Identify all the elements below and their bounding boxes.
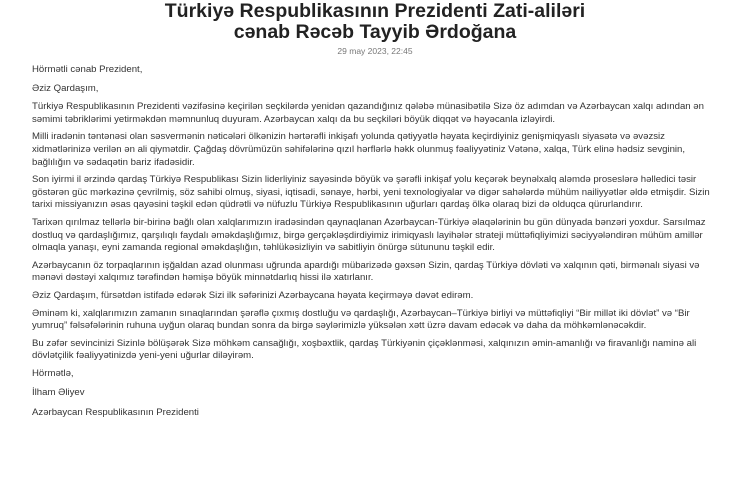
signature-block <box>32 368 710 420</box>
paragraph-6: Əziz Qardaşım, fürsətdən istifadə edərək Sizi ilk səfərinizi Azərbaycana həyata keçirməyə dəvət edirəm. <box>32 289 474 301</box>
signature-name: İlham Əliyev <box>32 387 85 399</box>
letter-body <box>0 64 750 427</box>
publication-date: 29 may 2023, 22:45 <box>337 46 413 56</box>
title-line-2: cənab Rəcəb Tayyib Ərdoğana <box>233 21 517 43</box>
title-line-1: Türkiyə Respublikasının Prezidenti Zati-aliləri <box>164 0 586 22</box>
page-title <box>0 0 750 43</box>
greeting: Əziz Qardaşım, <box>32 82 99 94</box>
paragraph-5: Azərbaycanın öz torpaqlarının işğaldan azad olunması uğrunda apardığı mübarizədə gəxsən Sizin, qardaş Türkiyə dövləti və xalqının qəti, birmənalı siyasi və mənəvi dəstəyi xalqımız tərəfindən həmişə böyük minnətdarlıq hissi ilə xatırlanır. <box>32 259 700 284</box>
paragraph-2: Milli iradənin təntənəsi olan səsvermənin nəticələri ölkənizin hərtərəfli inkişafı yolunda qətiyyətlə həyata keçirdiyiniz genişmiqyaslı siyasətə və əvəzsiz xidmətlərinizə verilən ən ali qiymətdir. Çağdaş dövrümüzün səhifələrinə qızıl hərflərlə həkk olunmuş fəaliyyətiniz Vətənə, xalqa, Türk elinə hədsiz sevginin, bağlılığın və sədaqətin bariz ifadəsidir. <box>32 131 686 168</box>
salutation: Hörmətli cənab Prezident, <box>32 64 143 75</box>
paragraph-7: Əminəm ki, xalqlarımızın zamanın sınaqlarından şərəflə çıxmış dostluğu və qardaşlığı, Azərbaycan–Türkiyə birliyi və müttəfiqliyi “Bir millət iki dövlət” və “Bir yumruq” fəlsəfələrinin ruhuna uyğun olaraq bundan sonra da birgə səylərimizlə yüksələn xətt üzrə davam edəcək və daha da möhkəmlənəcəkdir. <box>32 307 690 332</box>
closing: Hörmətlə, <box>32 367 74 379</box>
paragraph-8: Bu zəfər sevincinizi Sizinlə bölüşərək Sizə möhkəm cansağlığı, xoşbəxtlik, qardaş Türkiyənin çiçəklənməsi, xalqınızın əmin-amanlığı və firavanlığı naminə ali dövlətçilik fəaliyyətinizdə yeni-yeni uğurlar diləyirəm. <box>32 337 697 362</box>
paragraph-1: Türkiyə Respublikasının Prezidenti vəzifəsinə keçirilən seçkilərdə yenidən qazandığınız qələbə münasibətilə Sizə öz adımdan və Azərbaycan xalqı adından ən səmimi təbriklərimi yetirməkdən məmnunluq duyuram. Azərbaycan xalqı da bu seçkiləri böyük diqqət və həyəcanla izləyirdi. <box>32 101 704 125</box>
paragraph-4: Tarixən qırılmaz tellərlə bir-birinə bağlı olan xalqlarımızın iradəsindən qaynaqlanan Azərbaycan-Türkiyə əlaqələrinin bu gün dünyada bənzəri yoxdur. Sarsılmaz dostluq və qardaşlığımız, qarşılıqlı faydalı əməkdaşlığımız, birgə gerçəkləşdirdiyimiz irimiqyaslı layihələr strateji müttəfiqliyimizi səciyyələndirən mühüm amillər olmaqla yanaşı, eyni zamanda regional əməkdaşlığın, təhlükəsizliyin və sabitliyin önürgə sütununu təşkil edir. <box>32 216 706 254</box>
paragraph-3: Son iyirmi il ərzində qardaş Türkiyə Respublikası Sizin liderliyiniz sayəsində böyük və şərəfli inkişaf yolu keçərək beynəlxalq aləmdə proseslərə həlledici təsir göstərən güc mərkəzinə çevrilmiş, söz sahibi olmuş, siyasi, iqtisadi, sənaye, hərbi, yeni texnologiyalar və digər sahələrdə mühüm nailiyyətlər əldə etmişdir. Sizin tarixi missiyanızın əsas qayəsini təşkil edən qüdrətli və nüfuzlu Türkiyə Respublikasının uğurları qardaş ölkə olaraq bizi də olduqca qürurlandırır. <box>32 174 710 211</box>
signature-title: Azərbaycan Respublikasının Prezidenti <box>32 407 199 419</box>
